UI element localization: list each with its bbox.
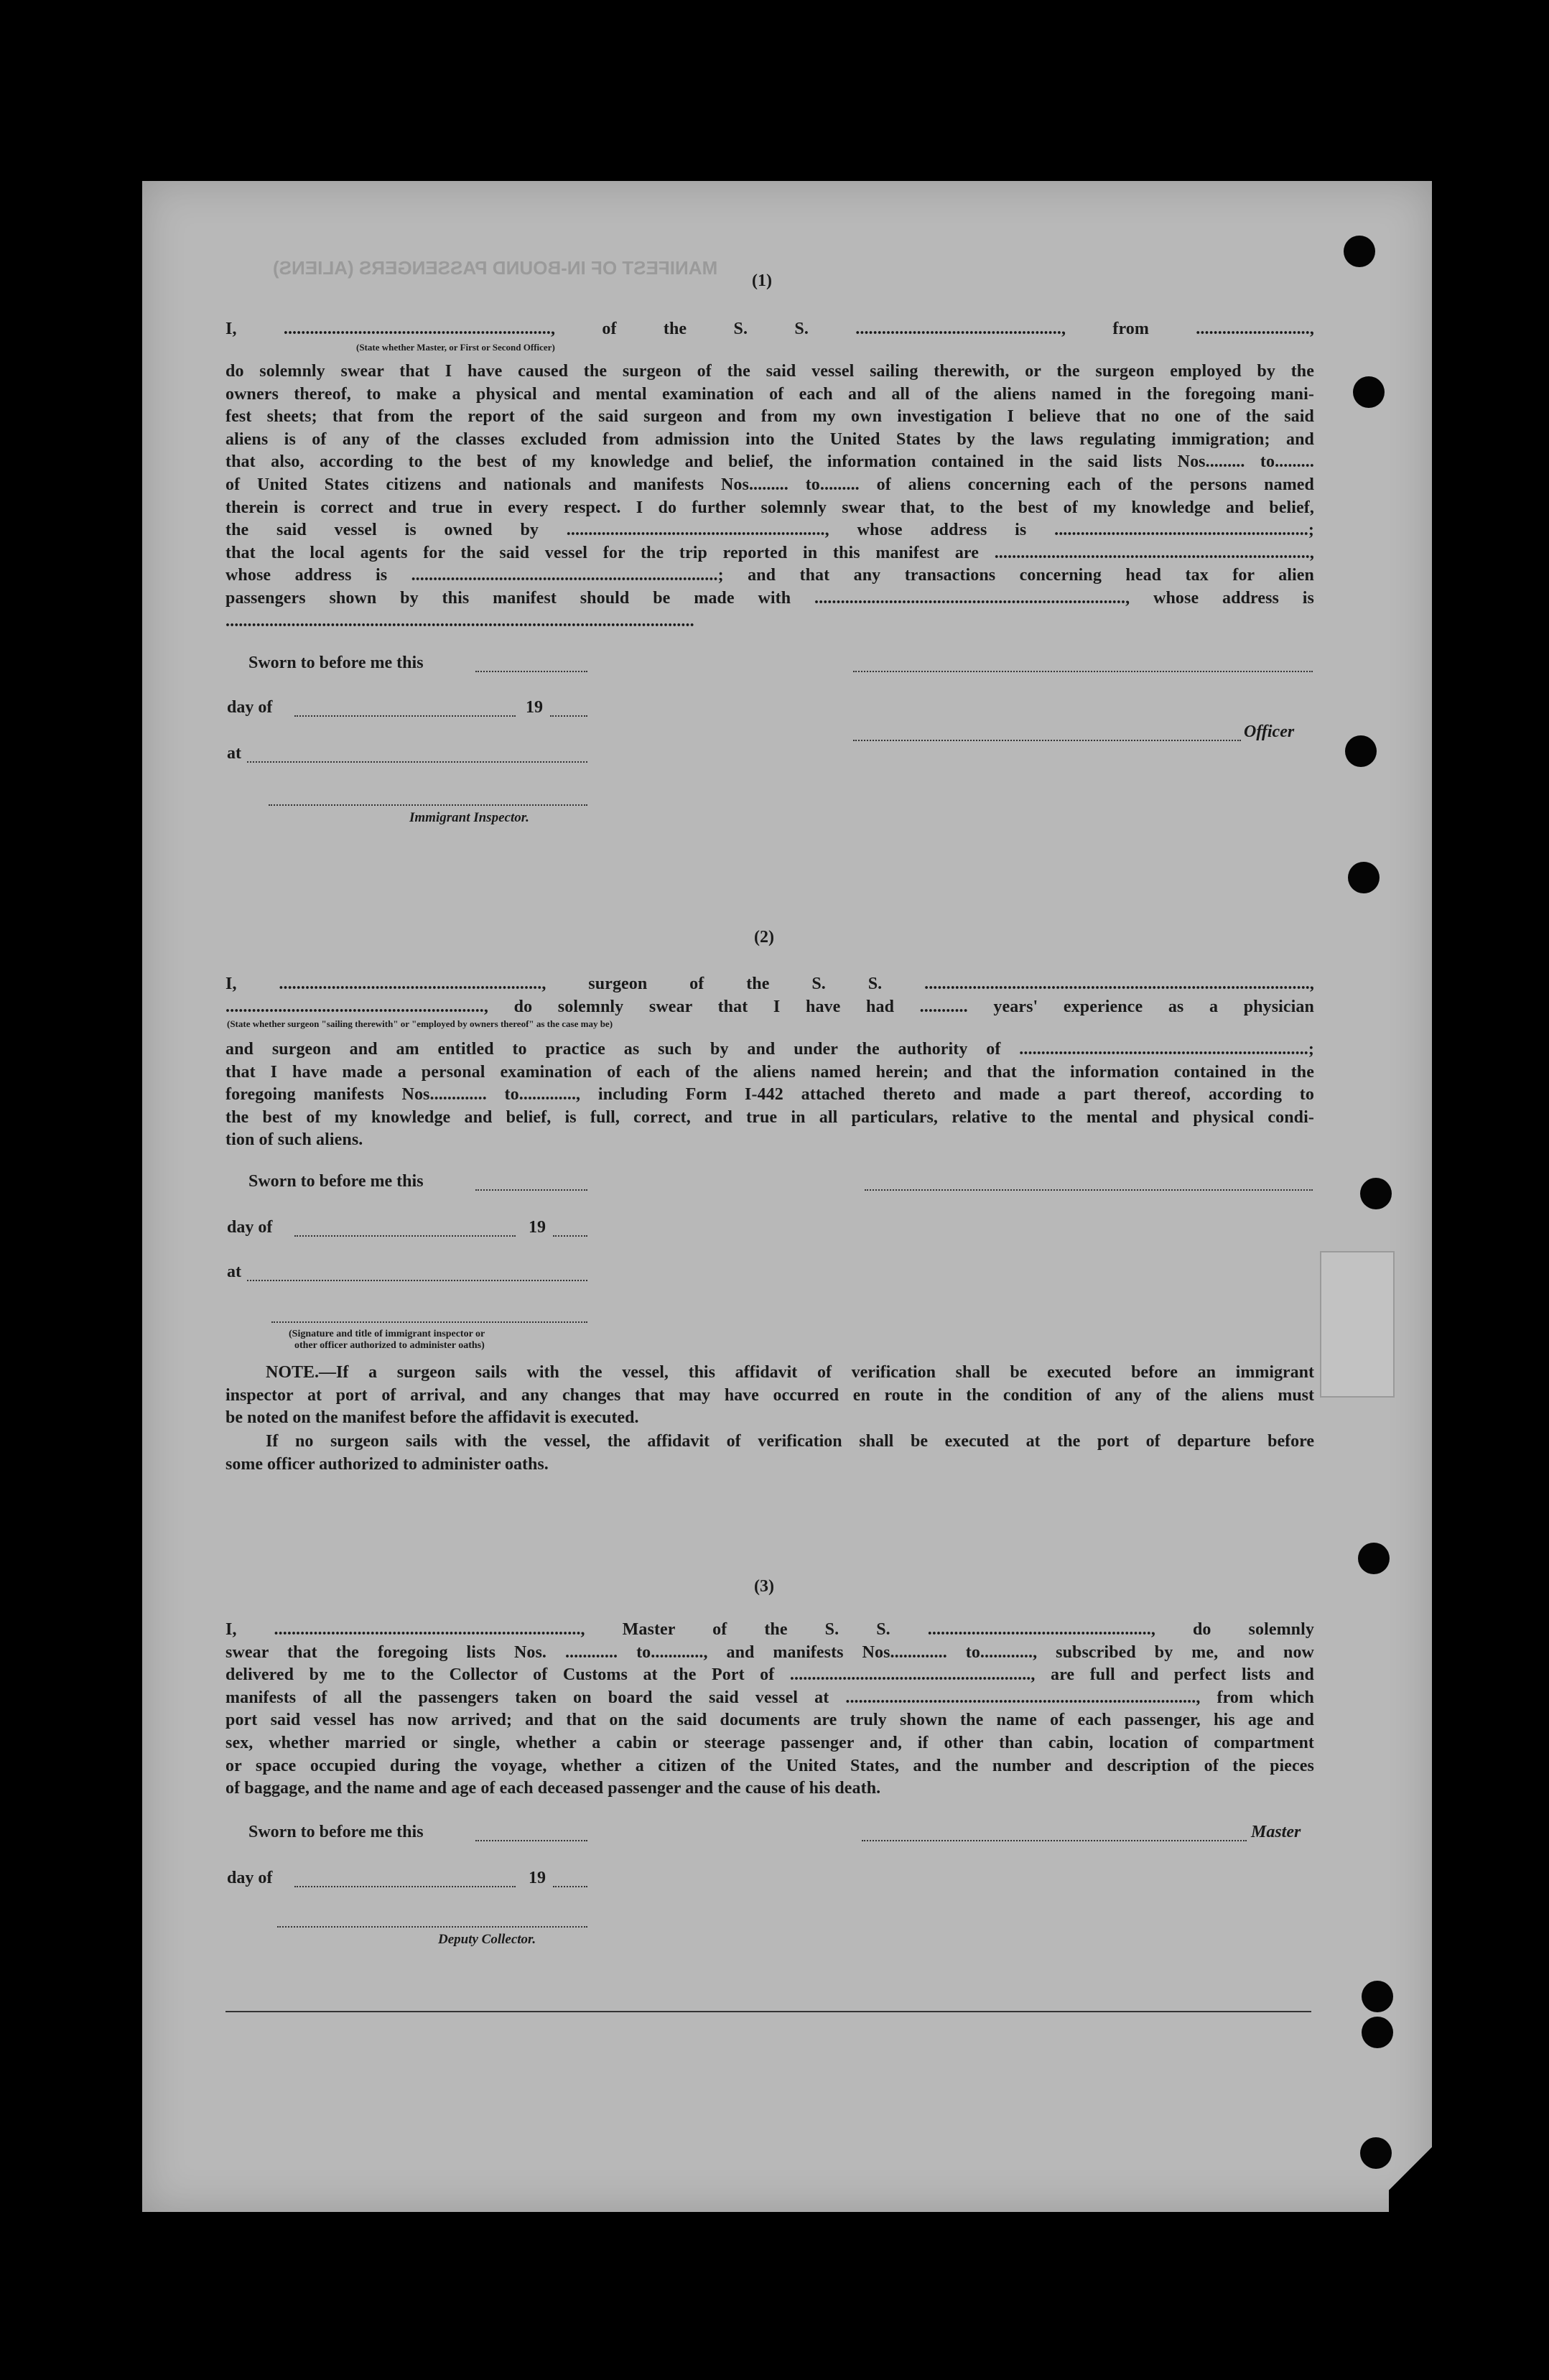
s2-body-4: the best of my knowledge and belief, is full, correct, and true in all particulars, relative to the mental and physical condi- (225, 1107, 1314, 1127)
s1-day-line (294, 715, 516, 717)
s2-signature-caption-2: other officer authorized to administer oaths) (294, 1340, 485, 1351)
s3-sworn-label: Sworn to before me this (248, 1823, 424, 1841)
section-1-number: (1) (752, 271, 772, 290)
s1-at-label: at (227, 744, 241, 763)
s2-note (225, 1362, 1314, 1430)
s1-line-11: whose address is ......................................................................; and that any transactions concerning head tax for alien (225, 566, 1314, 585)
s1-line-8: therein is correct and true in every respect. I do further solemnly swear that, to the best of my knowledge and belief, (225, 498, 1314, 517)
s2-day-label: day of (227, 1218, 273, 1237)
punch-hole-2 (1353, 376, 1385, 408)
s3-line-6: sex, whether married or single, whether a cabin or steerage passenger and, if other than cabin, location of compartment (225, 1733, 1314, 1752)
ghost-text: MANIFEST OF IN-BOUND PASSENGERS (ALIENS) (273, 257, 718, 279)
s1-sub-caption: (State whether Master, or First or Second Officer) (356, 342, 555, 353)
s2-body-1: and surgeon and am entitled to practice as such by and under the authority of ..................................................................; (225, 1040, 1314, 1059)
s2-signature-top-line (865, 1189, 1313, 1191)
s1-line-10: that the local agents for the said vessel for the trip reported in this manifest are ........................................................................, (225, 543, 1314, 562)
s3-line-7: or space occupied during the voyage, whether a citizen of the United States, and the number and description of the pieces (225, 1756, 1314, 1775)
s1-line-2: do solemnly swear that I have caused the surgeon of the said vessel sailing therewith, or the surgeon employed by the (225, 362, 1314, 381)
s2-note-3: be noted on the manifest before the affidavit is executed. (225, 1408, 639, 1428)
s3-year-line (553, 1886, 587, 1887)
s2-line-1: I, ............................................................, surgeon of the S. S. ........................................................................................, (225, 975, 1314, 993)
torn-corner (1389, 2126, 1432, 2212)
s2-sworn-line (475, 1189, 587, 1191)
s2-note-2-block (225, 1431, 1314, 1476)
s2-note2-2: some officer authorized to administer oaths. (225, 1454, 549, 1474)
s1-line-4: fest sheets; that from the report of the said surgeon and from my own investigation I believe that no one of the said (225, 407, 1314, 427)
section-2-body (225, 1038, 1314, 1152)
s2-at-label: at (227, 1263, 241, 1281)
s1-line-3: owners thereof, to make a physical and mental examination of each and all of the aliens named in the foregoing mani- (225, 384, 1314, 404)
punch-hole-5 (1360, 1178, 1392, 1209)
s3-line-8: of baggage, and the name and age of each deceased passenger and the cause of his death. (225, 1779, 881, 1798)
s2-signature-caption-1: (Signature and title of immigrant inspector or (289, 1329, 485, 1339)
s3-line-3: delivered by me to the Collector of Customs at the Port of ......................................................., are full and perfect lists and (225, 1665, 1314, 1685)
s2-note-1: NOTE.—If a surgeon sails with the vessel, this affidavit of verification shall be executed before an immigrant (266, 1363, 1314, 1382)
s2-note-2: inspector at port of arrival, and any changes that may have occurred en route in the condition of any of the aliens must (225, 1385, 1314, 1405)
s2-body-2: that I have made a personal examination of each of the aliens named herein; and that the information contained in the (225, 1062, 1314, 1082)
s1-year-line (550, 715, 587, 717)
punch-hole-1 (1344, 236, 1375, 267)
s3-year-label: 19 (529, 1869, 546, 1887)
s3-line-4: manifests of all the passengers taken on board the said vessel at ................................................................................, from which (225, 1688, 1314, 1707)
s1-sworn-label: Sworn to before me this (248, 654, 424, 672)
s2-day-line (294, 1235, 516, 1237)
s1-line-12: passengers shown by this manifest should be made with ......................................................................., whose address is (225, 588, 1314, 608)
s2-year-label: 19 (529, 1218, 546, 1237)
s3-collector-line (277, 1926, 587, 1928)
section-1-text (225, 318, 1314, 341)
s1-officer-text: Officer (1244, 722, 1295, 741)
s1-inspector-caption: Immigrant Inspector. (409, 810, 529, 825)
section-3-body (225, 1619, 1314, 1800)
punch-hole-8 (1362, 2017, 1393, 2048)
punch-hole-9 (1360, 2137, 1392, 2169)
section-1-body (225, 361, 1314, 633)
s1-line-6: that also, according to the best of my knowledge and belief, the information contained in the said lists Nos......... to......... (225, 452, 1314, 472)
punch-hole-6 (1358, 1543, 1390, 1574)
punch-hole-4 (1348, 862, 1380, 893)
s1-officer-top-line (853, 671, 1313, 672)
s1-sworn-line (475, 671, 587, 672)
bottom-rule (225, 2011, 1311, 2012)
s3-master-label (1251, 1823, 1301, 1842)
section-3-number: (3) (754, 1577, 774, 1596)
s3-line-5: port said vessel has now arrived; and that on the said documents are truly shown the name of each passenger, his age and (225, 1711, 1314, 1730)
section-2-head (225, 973, 1314, 1018)
s2-signature-line (271, 1321, 587, 1323)
s3-line-1: I, ......................................................................, Master of the S. S. ..................................................., do solemnly (225, 1620, 1314, 1639)
s3-day-line (294, 1886, 516, 1887)
s1-line-9: the said vessel is owned by ..........................................................., whose address is ..........................................................; (225, 521, 1314, 540)
s1-line-13: ........................................................................................................... (225, 611, 694, 631)
s2-sworn-label: Sworn to before me this (248, 1172, 424, 1191)
s3-master-text: Master (1251, 1823, 1301, 1841)
s3-day-label: day of (227, 1869, 273, 1887)
s2-at-line (247, 1280, 587, 1281)
punch-hole-7 (1362, 1981, 1393, 2012)
s1-line-7: of United States citizens and nationals and manifests Nos......... to......... of aliens concerning each of the persons named (225, 475, 1314, 494)
s1-officer-label (1244, 722, 1294, 742)
s3-sworn-line (475, 1840, 587, 1841)
s2-note2-1: If no surgeon sails with the vessel, the affidavit of verification shall be executed at the port of departure before (266, 1432, 1314, 1451)
s1-line-1: I, ............................................................., of the S. S. ..............................................., from .........................., (225, 320, 1314, 338)
s1-inspector-line (269, 804, 587, 806)
s1-year-label: 19 (526, 698, 543, 717)
s1-at-line (247, 761, 587, 763)
punch-hole-3 (1345, 735, 1377, 767)
section-2-number: (2) (754, 928, 774, 947)
s3-collector-caption: Deputy Collector. (438, 1932, 536, 1947)
s2-year-line (553, 1235, 587, 1237)
s2-body-3: foregoing manifests Nos............. to............., including Form I-442 attached thereto and made a part thereof, according to (225, 1085, 1314, 1105)
s1-day-label: day of (227, 698, 273, 717)
s1-line-5: aliens is of any of the classes excluded from admission into the United States by the laws regulating immigration; and (225, 429, 1314, 449)
s3-line-2: swear that the foregoing lists Nos. ............ to............, and manifests Nos............. to............, subscribed by me, and now (225, 1642, 1314, 1662)
s3-master-line (862, 1840, 1247, 1841)
faded-stamp (1320, 1251, 1395, 1398)
s2-line-2: ..........................................................., do solemnly swear that I have had ........... years' experience as a physician (225, 997, 1314, 1016)
s2-sub-caption: (State whether surgeon "sailing therewith" or "employed by owners thereof" as the case may be) (227, 1018, 613, 1029)
s1-officer-line (853, 740, 1241, 741)
s2-body-5: tion of such aliens. (225, 1130, 363, 1150)
